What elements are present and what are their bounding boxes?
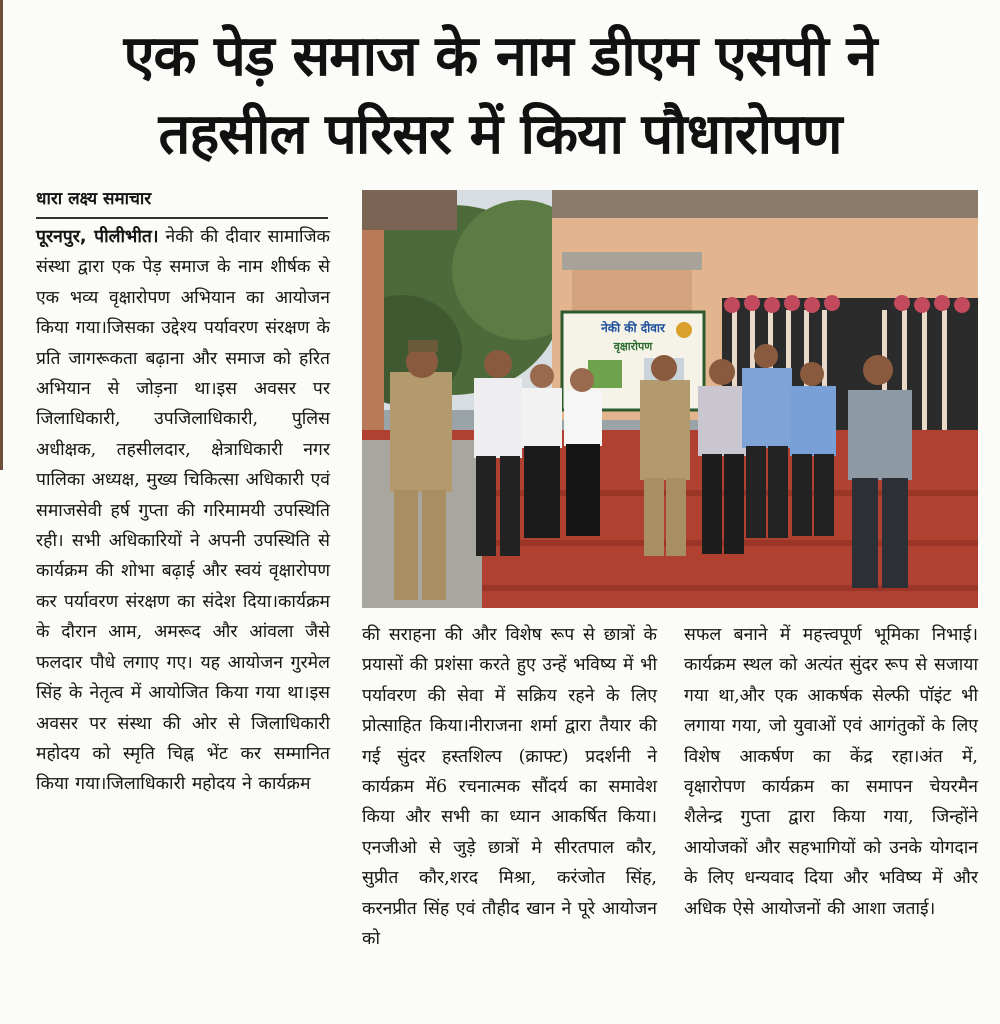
headline-line-1: एक पेड़ समाज के नाम डीएम एसपी ने (123, 24, 877, 89)
page-edge-strip (0, 0, 3, 470)
article-column-1 (36, 222, 330, 800)
column-3-text: सफल बनाने में महत्त्वपूर्ण भूमिका निभाई।कार्यक्रम स्थल को अत्यंत सुंदर रूप से सजाया गया था,और एक आकर्षक सेल्फी पॉइंट भी लगाया गया, जो युवाओं एवं आगंतुकों के लिए विशेष आकर्षण का केंद्र रहा।अंत में, वृक्षारोपण कार्यक्रम का समापन चेयरमैन शैलेन्द्र गुप्ता द्वारा किया गया, जिन्होंने आयोजकों और सहभागियों को उनके योगदान के लिए धन्यवाद दिया और भविष्य में और अधिक ऐसे आयोजनों की आशा जताई। (684, 625, 978, 919)
banner-line-1: नेकी की दीवार (601, 321, 665, 335)
banner-line-2: वृक्षारोपण (613, 340, 653, 353)
article-column-2 (362, 620, 657, 954)
headline (20, 18, 980, 174)
column-1-text: नेकी की दीवार सामाजिक संस्था द्वारा एक पेड़ समाज के नाम शीर्षक से एक भव्य वृक्षारोपण अभियान का आयोजन किया गया।जिसका उद्देश्य पर्यावरण संरक्षण के प्रति जागरूकता बढ़ाना और समाज को हरित अभियान से जोड़ना था।इस अवसर पर जिलाधिकारी, उपजिलाधिकारी, पुलिस अधीक्षक, तहसीलदार, क्षेत्राधिकारी नगर पालिका अध्यक्ष, मुख्य चिकित्सा अधिकारी एवं समाजसेवी हर्ष गुप्ता की गरिमामयी उपस्थिति रही। सभी अधिकारियों ने अपनी उपस्थिति से कार्यक्रम की शोभा बढ़ाई और स्वयं वृक्षारोपण कर पर्यावरण संरक्षण का संदेश दिया।कार्यक्रम के दौरान आम, अमरूद और आंवला जैसे फलदार पौधे लगाए गए। यह आयोजन गुरमेल सिंह के नेतृत्व में आयोजित किया गया था।इस अवसर पर संस्था की ओर से जिलाधिकारी महोदय को स्मृति चिह्न भेंट कर सम्मानित किया गया।जिलाधिकारी महोदय ने कार्यक्रम (36, 227, 330, 795)
byline: धारा लक्ष्य समाचार (36, 186, 328, 219)
article-column-3 (684, 620, 978, 924)
dateline: पूरनपुर, पीलीभीत। (36, 227, 159, 247)
column-2-text: की सराहना की और विशेष रूप से छात्रों के प्रयासों की प्रशंसा करते हुए उन्हें भविष्य में भी पर्यावरण की सेवा में सक्रिय रहने के लिए प्रोत्साहित किया।नीराजना शर्मा द्वारा तैयार की गई सुंदर हस्तशिल्प (क्राफ्ट) प्रदर्शनी ने कार्यक्रम में6 रचनात्मक सौंदर्य का समावेश किया और सभी का ध्यान आकर्षित किया।एनजीओ से जुड़े छात्रों मे सीरतपाल कौर, सुप्रीत कौर,शरद मिश्रा, करंजोत सिंह, करनप्रीत सिंह एवं तौहीद खान ने पूरे आयोजन को (362, 625, 657, 950)
lead-paragraph (36, 222, 330, 800)
headline-line-2: तहसील परिसर में किया पौधारोपण (158, 102, 842, 167)
news-photo (362, 190, 978, 608)
